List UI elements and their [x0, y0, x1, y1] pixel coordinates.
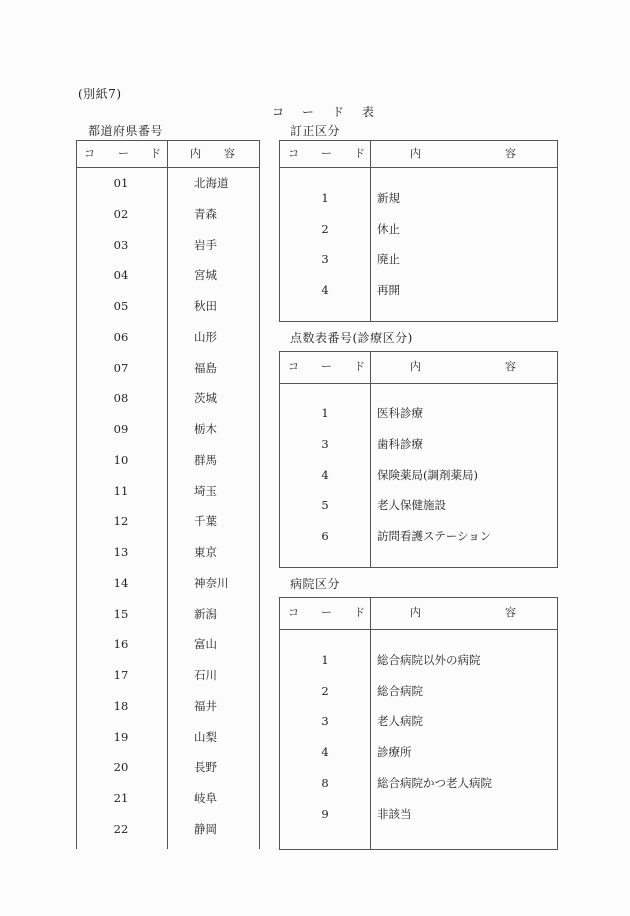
row-code: 15 [113, 606, 129, 621]
row-content: 福井 [194, 698, 217, 713]
table-border-left [76, 140, 77, 849]
row-content: 茨城 [194, 391, 217, 406]
row-code: 01 [113, 176, 129, 190]
row-code: 09 [113, 422, 129, 436]
row-content: 埼玉 [194, 483, 217, 498]
row-content: 富山 [194, 637, 217, 652]
row-code: 6 [321, 529, 329, 544]
row-code: 13 [113, 545, 129, 559]
row-code: 3 [321, 714, 329, 729]
table-border-top [76, 140, 260, 141]
row-code: 22 [113, 821, 129, 836]
row-content: 静岡 [194, 821, 217, 836]
row-content: 総合病院以外の病院 [377, 653, 481, 667]
row-content: 長野 [194, 760, 217, 775]
row-code: 3 [321, 436, 329, 451]
row-code: 2 [321, 221, 329, 236]
row-code: 02 [113, 206, 129, 221]
row-content: 石川 [194, 668, 217, 682]
row-code: 10 [113, 452, 129, 467]
row-content: 栃木 [194, 422, 217, 436]
row-content: 休止 [377, 221, 400, 236]
row-content: 非該当 [377, 806, 412, 821]
row-content: 神奈川 [194, 575, 229, 590]
row-content: 新潟 [194, 606, 217, 621]
row-code: 08 [113, 391, 129, 406]
row-code: 1 [321, 191, 329, 205]
row-content: 老人病院 [377, 714, 423, 729]
prefecture-table-title: 都道府県番号 [88, 124, 164, 138]
row-content: 訪問看護ステーション [377, 529, 492, 544]
row-code: 06 [113, 329, 129, 344]
row-content: 福島 [194, 360, 217, 375]
document-title: コ ー ド 表 [272, 105, 378, 119]
row-code: 1 [321, 406, 329, 420]
row-content: 東京 [194, 545, 217, 559]
row-content: 老人保健施設 [377, 498, 446, 513]
row-content: 群馬 [194, 452, 217, 467]
row-content: 歯科診療 [377, 436, 423, 451]
row-content: 診療所 [377, 745, 412, 760]
row-code: 05 [113, 299, 129, 313]
row-content: 総合病院 [377, 683, 423, 698]
row-content: 青森 [194, 206, 217, 221]
row-code: 03 [113, 237, 129, 252]
row-code: 8 [321, 775, 329, 790]
row-code: 1 [321, 653, 329, 667]
row-code: 3 [321, 252, 329, 267]
row-code: 20 [113, 760, 129, 775]
row-code: 9 [321, 806, 329, 821]
row-code: 16 [113, 637, 129, 652]
row-code: 4 [321, 283, 329, 298]
row-content: 北海道 [194, 176, 229, 190]
header-divider [76, 167, 260, 168]
header-divider [279, 629, 558, 630]
row-content: 保険薬局(調剤薬局) [377, 467, 478, 482]
row-code: 19 [113, 729, 129, 744]
row-code: 17 [113, 668, 129, 682]
row-code: 4 [321, 467, 329, 482]
row-content: 千葉 [194, 514, 217, 529]
table-border-right [259, 140, 260, 849]
hospital-table-title: 病院区分 [290, 577, 341, 591]
row-code: 2 [321, 683, 329, 698]
row-content: 廃止 [377, 252, 400, 267]
row-content: 岩手 [194, 237, 217, 252]
score-table-title: 点数表番号(診療区分) [290, 331, 413, 345]
column-divider [370, 140, 371, 322]
row-code: 07 [113, 360, 129, 375]
row-code: 18 [113, 698, 129, 713]
row-content: 宮城 [194, 268, 217, 283]
row-code: 5 [321, 498, 329, 513]
row-content: 山形 [194, 329, 217, 344]
column-divider [370, 597, 371, 850]
header-divider [279, 167, 558, 168]
row-code: 14 [113, 575, 129, 590]
row-content: 医科診療 [377, 406, 423, 420]
attachment-label: (別紙7) [78, 87, 122, 101]
row-content: 秋田 [194, 299, 217, 313]
row-content: 岐阜 [194, 791, 217, 805]
row-code: 21 [113, 791, 129, 805]
correction-table-title: 訂正区分 [290, 124, 341, 138]
row-code: 12 [113, 514, 129, 529]
column-divider [370, 351, 371, 568]
row-code: 04 [113, 268, 129, 283]
row-content: 再開 [377, 283, 400, 298]
row-content: 山梨 [194, 729, 217, 744]
column-divider [167, 140, 168, 849]
row-code: 11 [113, 483, 129, 498]
row-content: 総合病院かつ老人病院 [377, 775, 492, 790]
row-content: 新規 [377, 191, 400, 205]
header-divider [279, 383, 558, 384]
row-code: 4 [321, 745, 329, 760]
